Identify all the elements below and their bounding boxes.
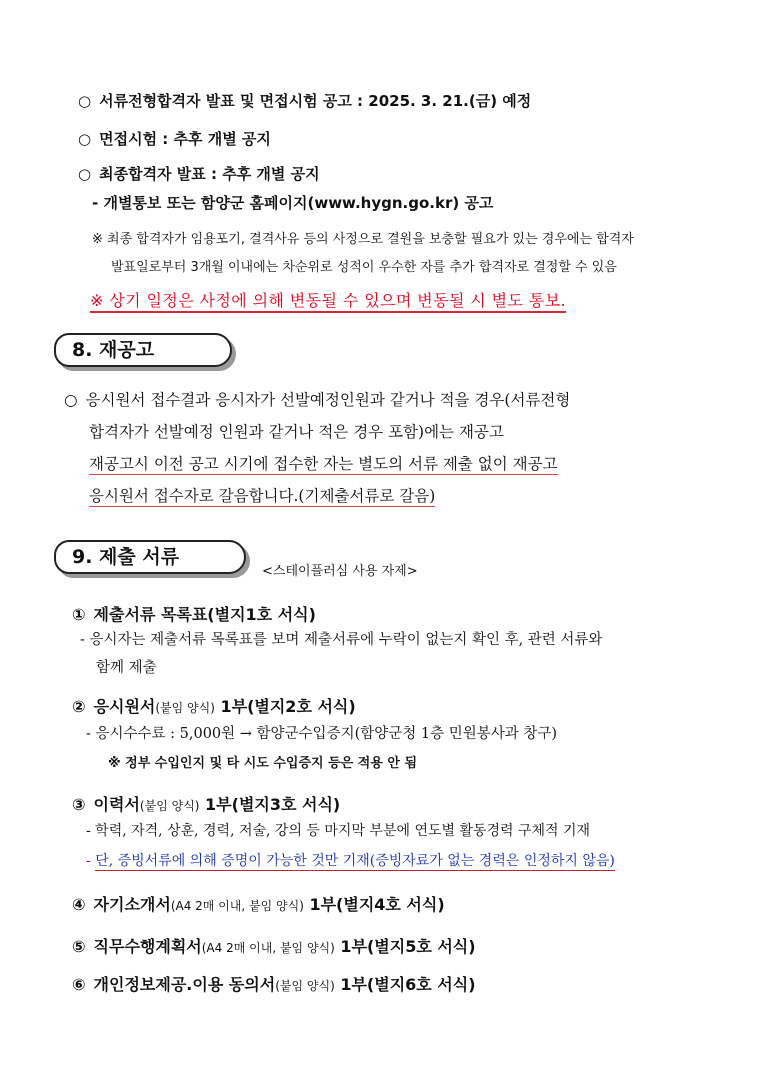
reannounce-line-3: 재공고시 이전 공고 시기에 접수한 자는 별도의 서류 제출 없이 재공고	[89, 455, 558, 473]
note-line-2: 발표일로부터 3개월 이내에는 차순위로 성적이 우수한 자를 추가 합격자로 결정할 수 있음	[111, 260, 617, 275]
schedule-warning: ※ 상기 일정은 사정에 의해 변동될 수 있으며 변동될 시 별도 통보.	[90, 288, 566, 311]
bullet-circle-icon: ○	[78, 165, 92, 183]
circled-number: ⑥	[72, 975, 86, 994]
document-item-3: ③ 이력서(붙임 양식) 1부(별지3호 서식)	[72, 795, 341, 814]
circled-number: ②	[72, 697, 86, 716]
announcement-item-1: ○ 서류전형합격자 발표 및 면접시험 공고 : 2025. 3. 21.(금) 예정	[78, 92, 532, 110]
circled-number: ④	[72, 895, 86, 914]
circled-number: ⑤	[72, 937, 86, 956]
bullet-circle-icon: ○	[78, 130, 92, 148]
reannounce-line-1: ○ 응시원서 접수결과 응시자가 선발예정인원과 같거나 적을 경우(서류전형	[64, 391, 571, 409]
document-item-5: ⑤ 직무수행계획서(A4 2매 이내, 붙임 양식) 1부(별지5호 서식)	[72, 937, 476, 956]
circled-number: ③	[72, 795, 86, 814]
document-item-1: ① 제출서류 목록표(별지1호 서식)	[72, 605, 316, 624]
announcement-item-2: ○ 면접시험 : 추후 개별 공지	[78, 130, 271, 148]
announcement-item-3-detail: - 개별통보 또는 함양군 홈페이지(www.hygn.go.kr) 공고	[92, 194, 494, 212]
reannounce-line-4: 응시원서 접수자로 갈음합니다.(기제출서류로 갈음)	[89, 487, 436, 505]
announcement-item-3: ○ 최종합격자 발표 : 추후 개별 공지	[78, 165, 320, 183]
document-item-6: ⑥ 개인정보제공.이용 동의서(붙임 양식) 1부(별지6호 서식)	[72, 975, 476, 994]
circled-number: ①	[72, 605, 86, 624]
staple-notice: <스테이플러심 사용 자제>	[262, 564, 418, 579]
document-item-2-desc-1: - 응시수수료 : 5,000원 → 함양군수입증지(함양군청 1층 민원봉사과 창구)	[86, 726, 558, 742]
bullet-circle-icon: ○	[64, 391, 78, 409]
document-item-2: ② 응시원서(붙임 양식) 1부(별지2호 서식)	[72, 697, 356, 716]
document-item-1-desc-2: 함께 제출	[96, 660, 157, 676]
document-item-2-desc-2: ※ 정부 수입인지 및 타 시도 수입증지 등은 적용 안 됨	[108, 756, 418, 771]
document-item-1-desc-1: - 응시자는 제출서류 목록표를 보며 제출서류에 누락이 없는지 확인 후, 관련 서류와	[80, 632, 603, 648]
document-item-3-desc-2: - 단, 증빙서류에 의해 증명이 가능한 것만 기재(증빙자료가 없는 경력은 인정하지 않음)	[86, 853, 615, 869]
bullet-circle-icon: ○	[78, 92, 92, 110]
document-item-3-desc-1: - 학력, 자격, 상훈, 경력, 저술, 강의 등 마지막 부분에 연도별 활동경력 구체적 기재	[86, 823, 591, 839]
note-line-1: ※ 최종 합격자가 임용포기, 결격사유 등의 사정으로 결원을 보충할 필요가 있는 경우에는 합격자	[92, 232, 634, 247]
section-9-heading: 9. 제출 서류	[54, 540, 246, 574]
reannounce-line-2: 합격자가 선발예정 인원과 같거나 적은 경우 포함)에는 재공고	[89, 423, 504, 441]
document-item-4: ④ 자기소개서(A4 2매 이내, 붙임 양식) 1부(별지4호 서식)	[72, 895, 445, 914]
section-8-heading: 8. 재공고	[54, 333, 232, 367]
